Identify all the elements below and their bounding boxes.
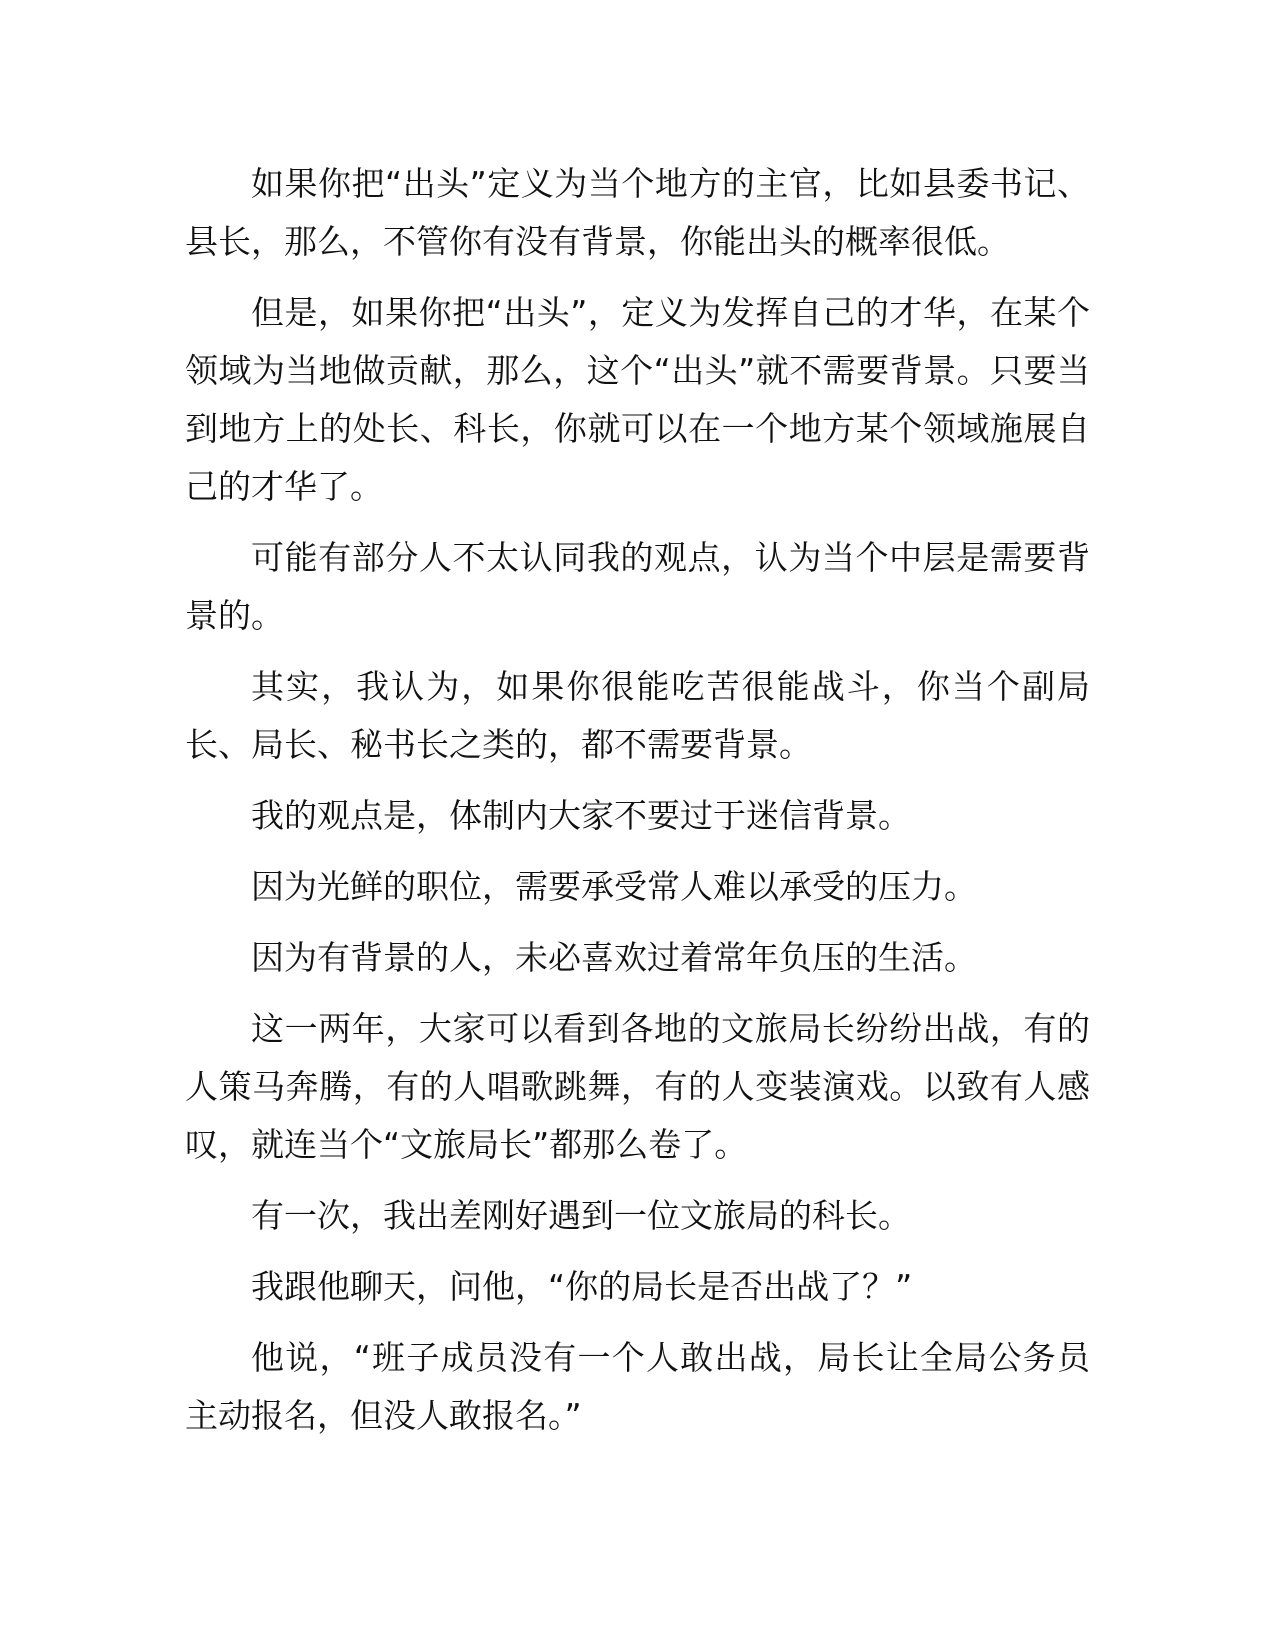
document-body [185, 155, 1090, 1458]
paragraph-5: 我的观点是，体制内大家不要过于迷信背景。 [251, 796, 911, 835]
paragraph-10: 我跟他聊天，问他，“你的局长是否出战了？” [251, 1267, 913, 1306]
paragraph-9: 有一次，我出差刚好遇到一位文旅局的科长。 [251, 1196, 911, 1235]
paragraph-4: 其实，我认为，如果你很能吃苦很能战斗，你当个副局长、局长、秘书长之类的，都不需要背景。 [185, 667, 1090, 764]
paragraph-8: 这一两年，大家可以看到各地的文旅局长纷纷出战，有的人策马奔腾，有的人唱歌跳舞，有的人变装演戏。以致有人感叹，就连当个“文旅局长”都那么卷了。 [185, 1009, 1090, 1164]
paragraph-11: 他说，“班子成员没有一个人敢出战，局长让全局公务员主动报名，但没人敢报名。” [185, 1338, 1090, 1435]
paragraph-1: 如果你把“出头”定义为当个地方的主官，比如县委书记、县长，那么，不管你有没有背景，你能出头的概率很低。 [185, 164, 1090, 261]
paragraph-6: 因为光鲜的职位，需要承受常人难以承受的压力。 [251, 867, 977, 906]
paragraph-2: 但是，如果你把“出头”，定义为发挥自己的才华，在某个领域为当地做贡献，那么，这个“出头”就不需要背景。只要当到地方上的处长、科长，你就可以在一个地方某个领域施展自己的才华了。 [185, 293, 1090, 506]
paragraph-3: 可能有部分人不太认同我的观点，认为当个中层是需要背景的。 [185, 538, 1090, 635]
paragraph-7: 因为有背景的人，未必喜欢过着常年负压的生活。 [251, 938, 977, 977]
